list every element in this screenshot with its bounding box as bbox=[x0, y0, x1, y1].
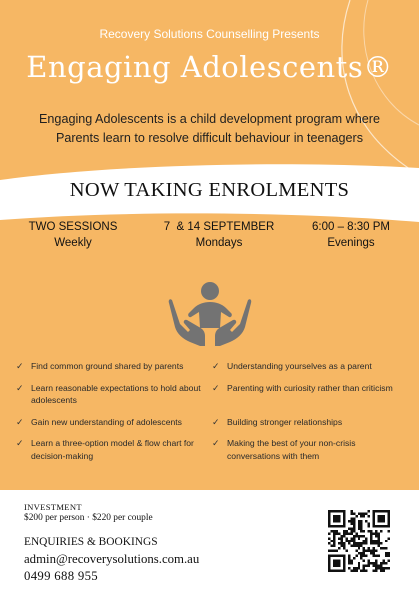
tagline-line-1: Engaging Adolescents is a child development program where bbox=[39, 112, 380, 126]
session-count bbox=[18, 219, 128, 251]
enrolment-heading: NOW TAKING ENROLMENTS bbox=[69, 179, 350, 201]
investment-price: $200 per person · $220 per couple bbox=[24, 513, 153, 523]
qr-code-icon[interactable] bbox=[328, 510, 390, 572]
session-dates-sub: Mondays bbox=[195, 237, 243, 249]
benefit-text: Learn reasonable expectations to hold about adolescents bbox=[31, 382, 201, 405]
enquiries-label: ENQUIRIES & BOOKINGS bbox=[24, 536, 158, 548]
session-dates bbox=[160, 219, 278, 251]
check-icon: ✓ bbox=[16, 382, 24, 393]
session-count-sub: Weekly bbox=[54, 237, 92, 249]
tagline-line-2: Parents learn to resolve difficult behaviour in teenagers bbox=[55, 131, 364, 145]
contact-phone[interactable]: 0499 688 955 bbox=[24, 569, 98, 583]
check-icon: ✓ bbox=[16, 416, 24, 427]
check-icon: ✓ bbox=[212, 416, 220, 427]
benefit-text: Building stronger relationships bbox=[227, 416, 343, 427]
session-time-sub: Evenings bbox=[327, 237, 375, 249]
session-dates-main: 7 & 14 SEPTEMBER bbox=[163, 221, 275, 233]
session-count-main: TWO SESSIONS bbox=[28, 221, 118, 233]
benefit-text: Making the best of your non-crisis conversations with them bbox=[227, 438, 356, 461]
benefit-item bbox=[212, 437, 408, 462]
benefit-text: Gain new understanding of adolescents bbox=[31, 416, 182, 427]
benefit-item bbox=[16, 416, 212, 429]
investment-label: INVESTMENT bbox=[24, 502, 82, 512]
benefit-item bbox=[16, 360, 212, 373]
benefit-row bbox=[16, 360, 408, 373]
benefit-row bbox=[16, 382, 408, 407]
program-tagline bbox=[10, 110, 409, 148]
benefit-item bbox=[16, 382, 212, 407]
program-title: Engaging Adolescents® bbox=[26, 50, 393, 84]
benefit-row bbox=[16, 416, 408, 429]
check-icon: ✓ bbox=[16, 438, 24, 448]
benefit-text: Parenting with curiosity rather than criticism bbox=[227, 382, 393, 393]
benefit-item bbox=[212, 416, 408, 429]
session-time-main: 6:00 – 8:30 PM bbox=[312, 221, 390, 233]
benefit-text: Understanding yourselves as a parent bbox=[227, 361, 372, 371]
benefit-text: Learn a three-option model & flow chart for decision-making bbox=[31, 438, 194, 461]
check-icon: ✓ bbox=[212, 382, 220, 393]
presenter-line: Recovery Solutions Counselling Presents bbox=[99, 27, 320, 41]
contact-email[interactable]: admin@recoverysolutions.com.au bbox=[24, 552, 200, 566]
benefit-item bbox=[212, 360, 408, 373]
benefit-item bbox=[212, 382, 408, 407]
session-time bbox=[296, 219, 406, 251]
benefit-text: Find common ground shared by parents bbox=[31, 361, 184, 371]
caring-hands-person-icon bbox=[168, 280, 252, 350]
benefit-item bbox=[16, 437, 212, 462]
check-icon: ✓ bbox=[212, 361, 220, 371]
benefit-row bbox=[16, 437, 408, 462]
benefits-list bbox=[16, 360, 408, 471]
check-icon: ✓ bbox=[212, 438, 220, 448]
check-icon: ✓ bbox=[16, 361, 24, 371]
